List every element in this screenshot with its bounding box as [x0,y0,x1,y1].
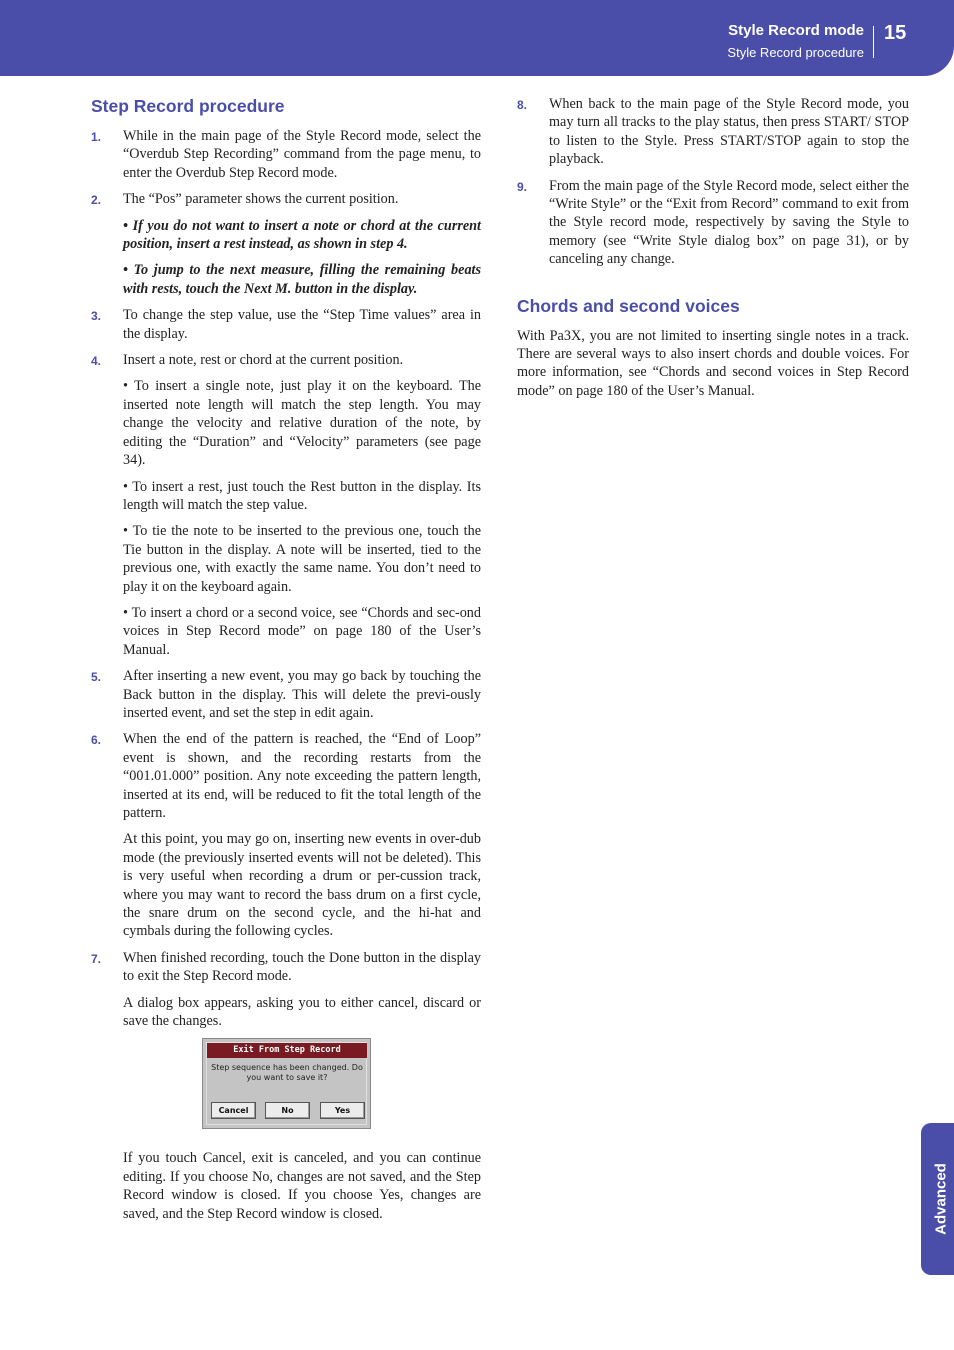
header-divider [873,26,874,58]
note-insert-rest: • If you do not want to insert a note or chord at the current position, insert a rest instead, as shown in step 4. [123,217,481,253]
dialog-intro: A dialog box appears, asking you to either cancel, discard or save the changes. [123,994,481,1030]
step-text: From the main page of the Style Record mode, select either the “Write Style” or the “Exit from Record” command to exit from the Style record mode, respectively by saving the Style to memory (see “Write Style dialog box” on page 31), or by canceling any change. [549,177,909,268]
step-number: 5. [91,670,102,685]
exit-step-record-dialog [202,1038,371,1129]
step-text: When finished recording, touch the Done button in the display to exit the Step Record mode. [123,949,481,985]
page-number: 15 [884,22,907,44]
step-number: 2. [91,193,102,208]
dialog-message: Step sequence has been changed. Do you want to save it? [211,1063,363,1083]
page-header [0,0,954,76]
chords-paragraph: With Pa3X, you are not limited to inserting single notes in a track. There are several ways to also insert chords and double voices. For more information, see “Chords and second voices in Step Record mode” on page 180 of the User’s Manual. [517,327,909,399]
step-text: To change the step value, use the “Step Time values” area in the display. [123,307,481,342]
step-number: 3. [91,309,102,324]
step-7 [91,949,481,986]
overdub-paragraph: At this point, you may go on, inserting new events in over-dub mode (the previously inserted events will not be deleted). This is very useful when recording a drum or per-cussion track, where you may want to record the bass drum on a first cycle, the snare drum on the second cycle, and the hi-hat and cymbals during the following cycles. [123,831,481,940]
step-number: 4. [91,354,102,369]
section-side-tab [921,1123,954,1275]
step-8 [517,95,909,169]
bullet-tie: • To tie the note to be inserted to the previous one, touch the Tie button in the display. A note will be inserted, tied to the previous one, with exactly the same name. You don’t need to play it on the keyboard again. [123,523,481,595]
bullet-chord: • To insert a chord or a second voice, see “Chords and sec-ond voices in Step Record mode” on page 180 of the User’s Manual. [123,604,481,658]
step-number: 7. [91,951,102,966]
step-text: After inserting a new event, you may go back by touching the Back button in the display. This will delete the previ-ously inserted event, and set the step in edit again. [123,668,481,721]
step-number: 1. [91,130,102,144]
dialog-outcome-paragraph: If you touch Cancel, exit is canceled, and you can continue editing. If you choose No, changes are not saved, and the Step Record window is closed. If you choose Yes, changes are saved, and the Step Record window is closed. [123,1150,481,1222]
step-text: When the end of the pattern is reached, the “End of Loop” event is shown, and the recording restarts from the “001.01.000” position. Any note exceeding the pattern length, inserted at its end, will be reduced to fit the total length of the pattern. [123,731,481,821]
heading-chords-second-voices: Chords and second voices [517,295,740,316]
subsection-title: Style Record procedure [727,45,864,60]
yes-button[interactable]: Yes [320,1102,365,1119]
step-1 [91,127,481,182]
step-number: 8. [517,98,528,112]
step-6 [91,730,481,822]
bullet-rest: • To insert a rest, just touch the Rest button in the display. Its length will match the step value. [123,478,481,513]
side-tab-label: Advanced [932,1163,950,1235]
dialog-title: Exit From Step Record [207,1043,367,1058]
note-next-measure: • To jump to the next measure, filling the remaining beats with rests, touch the Next M. button in the display. [123,262,481,297]
step-2 [91,190,481,208]
step-number: 6. [91,733,102,748]
step-text: When back to the main page of the Style Record mode, you may turn all tracks to the play status, then press START/ STOP to listen to the Style. Press START/STOP again to stop the playback. [549,96,909,168]
section-gap [517,277,909,295]
heading-step-record-procedure: Step Record procedure [91,96,285,116]
step-text: Insert a note, rest or chord at the current position. [123,352,404,369]
bullet-single-note: • To insert a single note, just play it on the keyboard. The inserted note length will match the step length. You may change the velocity and relative duration of the note, by editing the “Duration” and “Velocity” parameters (see page 34). [123,378,481,469]
section-title: Style Record mode [728,22,864,39]
step-3 [91,306,481,343]
step-text: While in the main page of the Style Record mode, select the “Overdub Step Recording” command from the page menu, to enter the Overdub Step Record mode. [123,128,481,181]
cancel-button[interactable]: Cancel [211,1102,256,1119]
right-column [517,95,909,400]
step-5 [91,667,481,722]
no-button[interactable]: No [265,1102,310,1119]
step-9 [517,177,909,269]
step-4 [91,351,481,369]
left-column [91,95,481,1231]
step-number: 9. [517,179,528,194]
step-text: The “Pos” parameter shows the current position. [123,191,399,208]
